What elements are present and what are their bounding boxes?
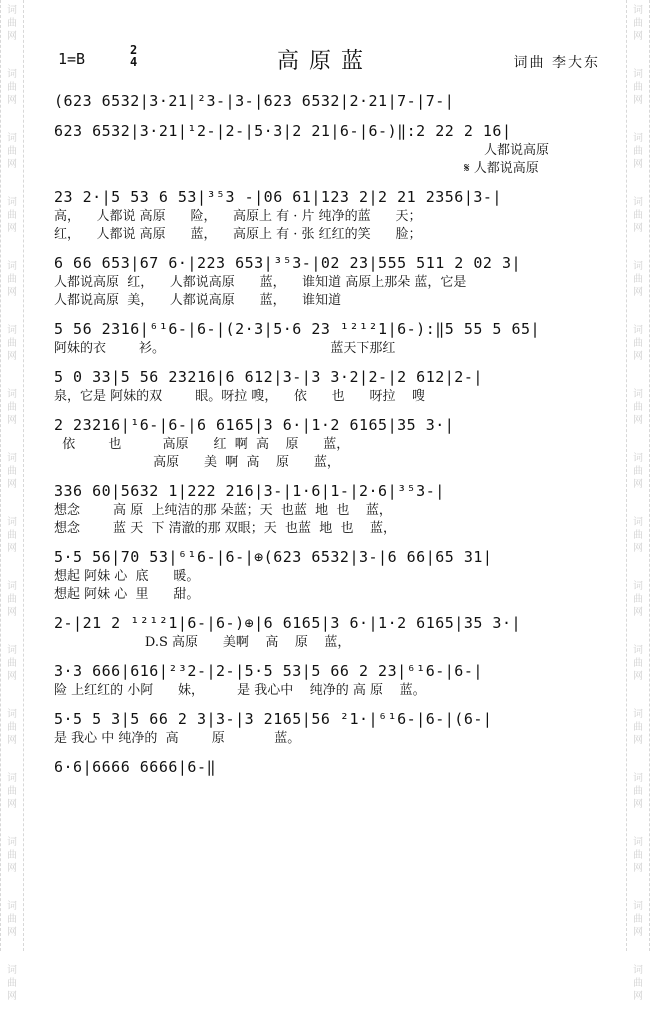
notation-line: 2 23216|¹6-|6-|6 6165|3 6·|1·2 6165|35 3·| [54, 416, 455, 434]
watermark-text: 词 曲 网 [633, 773, 643, 810]
lyric-line: 是 我心 中 纯净的 高 原 蓝。 [54, 731, 301, 746]
watermark-text: 词 曲 网 [633, 965, 643, 1002]
score-header [40, 44, 610, 78]
watermark-text: 词 曲 网 [633, 837, 643, 874]
lyric-line: 人都说高原 红， 人都说高原 蓝， 谁知道 高原上那朵 蓝，它是 [54, 275, 467, 290]
lyric-line: 人都说高原 美， 人都说高原 蓝， 谁知道 [54, 293, 342, 308]
watermark-text: 词 曲 网 [7, 5, 17, 42]
watermark-text: 词 曲 网 [7, 261, 17, 298]
key-signature: 1=B [58, 50, 86, 68]
lyric-line: 险 上红红的 小阿 妹， 是 我心中 纯净的 高 原 蓝。 [54, 683, 426, 698]
lyric-line: 泉，它是 阿妹的双 眼。呀拉 嗖， 依 也 呀拉 嗖 [54, 389, 425, 404]
lyric-line: 想念 蓝 天 下 清澈的那 双眼；天 也蓝 地 也 蓝， [54, 521, 397, 536]
notation-line: 5 56 2316|⁶¹6-|6-|(2·3|5·6 23 ¹²¹²1|6-):‖5 55 5 65| [54, 320, 541, 338]
lyric-line: 想念 高 原 上纯洁的那 朵蓝；天 也蓝 地 也 蓝， [54, 503, 392, 518]
watermark-text: 词 曲 网 [7, 709, 17, 746]
watermark-text: 词 曲 网 [633, 389, 643, 426]
lyric-line: 高原 美 啊 高 原 蓝， [54, 455, 340, 470]
lyric-line: 红， 人都说 高原 蓝， 高原上 有 · 张 红红的笑 脸； [54, 227, 422, 242]
lyric-line: 𝄋 人都说高原 [464, 161, 539, 176]
time-signature-top: 2 [130, 43, 138, 57]
notation-line: 5 0 33|5 56 23216|6 612|3-|3 3·2|2-|2 612|2-| [54, 368, 483, 386]
watermark-text: 词 曲 网 [7, 133, 17, 170]
left-watermark-strip [0, 0, 24, 1002]
notation-line: 2-|21 2 ¹²¹²1|6-|6-)⊕|6 6165|3 6·|1·2 6165|35 3·| [54, 614, 522, 632]
watermark-text: 词 曲 网 [7, 581, 17, 618]
watermark-text: 词 曲 网 [633, 645, 643, 682]
notation-line: 6 66 653|67 6·|223 653|³⁵3-|02 23|555 511 2 02 3| [54, 254, 522, 272]
watermark-text: 词 曲 网 [7, 389, 17, 426]
watermark-text: 词 曲 网 [7, 453, 17, 490]
notation-line: 5·5 5 3|5 66 2 3|3-|3 2165|56 ²1·|⁶¹6-|6-|(6-| [54, 710, 493, 728]
lyric-line: 想起 阿妹 心 底 暖。 [54, 569, 200, 584]
watermark-text: 词 曲 网 [7, 773, 17, 810]
watermark-text: 词 曲 网 [7, 645, 17, 682]
notation-line: 3·3 666|616|²³2-|2-|5·5 53|5 66 2 23|⁶¹6-|6-| [54, 662, 483, 680]
watermark-text: 词 曲 网 [7, 69, 17, 106]
notation-line: 5·5 56|70 53|⁶¹6-|6-|⊕(623 6532|3-|6 66|65 31| [54, 548, 493, 566]
watermark-text: 词 曲 网 [633, 453, 643, 490]
lyric-line: 想起 阿妹 心 里 甜。 [54, 587, 200, 602]
watermark-text: 词 曲 网 [633, 133, 643, 170]
watermark-text: 词 曲 网 [7, 325, 17, 362]
watermark-text: 词 曲 网 [633, 5, 643, 42]
watermark-text: 词 曲 网 [633, 517, 643, 554]
watermark-text: 词 曲 网 [7, 197, 17, 234]
watermark-text: 词 曲 网 [633, 581, 643, 618]
watermark-text: 词 曲 网 [633, 261, 643, 298]
numbered-music-score [54, 82, 600, 778]
notation-line: 336 60|5632 1|222 216|3-|1·6|1-|2·6|³⁵3-| [54, 482, 445, 500]
watermark-text: 词 曲 网 [7, 837, 17, 874]
lyric-line: D.S 高原 美啊 高 原 蓝， [54, 635, 351, 650]
composer-credit: 词曲 李大东 [513, 55, 600, 71]
lyric-line: 依 也 高原 红 啊 高 原 蓝， [54, 437, 350, 452]
watermark-text: 词 曲 网 [7, 901, 17, 938]
watermark-text: 词 曲 网 [7, 517, 17, 554]
lyric-line: 高， 人都说 高原 险， 高原上 有 · 片 纯净的蓝 天； [54, 209, 422, 224]
watermark-text: 词 曲 网 [633, 901, 643, 938]
watermark-text: 词 曲 网 [633, 709, 643, 746]
right-watermark-strip [626, 0, 650, 1002]
watermark-text: 词 曲 网 [633, 69, 643, 106]
lyric-line: 阿妹的衣 衫。 蓝天下那红 [54, 341, 396, 356]
song-title: 高原蓝 [276, 49, 373, 74]
lyric-line: 人都说高原 [484, 143, 550, 158]
notation-line: 623 6532|3·21|¹2-|2-|5·3|2 21|6-|6-)‖:2 22 2 16| [54, 122, 512, 140]
notation-line: (623 6532|3·21|²3-|3-|623 6532|2·21|7-|7-| [54, 92, 455, 110]
time-signature-bottom: 4 [130, 55, 138, 69]
watermark-text: 词 曲 网 [633, 197, 643, 234]
notation-line: 23 2·|5 53 6 53|³⁵3 -|06 61|123 2|2 21 2356|3-| [54, 188, 502, 206]
watermark-text: 词 曲 网 [7, 965, 17, 1002]
notation-line: 6·6|6666 6666|6-‖ [54, 758, 217, 776]
watermark-text: 词 曲 网 [633, 325, 643, 362]
